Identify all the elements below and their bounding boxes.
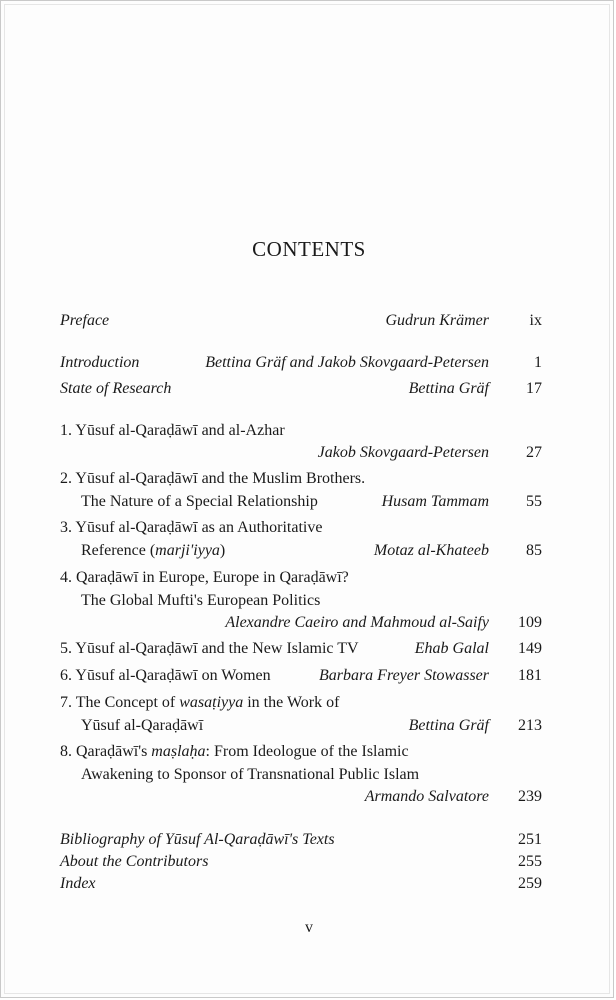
toc-page-number: 55 bbox=[526, 493, 542, 510]
toc-page-number: 149 bbox=[518, 640, 542, 657]
toc-chapter-title: 6. Yūsuf al-Qaraḍāwī on Women bbox=[60, 667, 271, 684]
title-italic-text: maṣlaḥa bbox=[151, 743, 206, 760]
toc-chapter-title bbox=[60, 692, 339, 714]
toc-back-title: About the Contributors bbox=[60, 853, 209, 870]
toc-page-number: 239 bbox=[518, 788, 542, 805]
toc-page-number: 1 bbox=[534, 354, 542, 371]
toc-page-number: 17 bbox=[526, 380, 542, 397]
toc-chapter-subtitle: Awakening to Sponsor of Transnational Public Islam bbox=[81, 766, 420, 783]
toc-chapter-author: Barbara Freyer Stowasser bbox=[318, 667, 489, 684]
toc-front-author: Bettina Gräf and Jakob Skovgaard-Petersen bbox=[205, 354, 489, 371]
title-italic-text: wasaṭiyya bbox=[179, 694, 244, 711]
toc-chapter-title: 3. Yūsuf al-Qaraḍāwī as an Authoritative bbox=[60, 519, 323, 536]
toc-front-title: Introduction bbox=[60, 354, 140, 371]
page-title: CONTENTS bbox=[252, 237, 366, 261]
toc-chapter-author: Armando Salvatore bbox=[364, 788, 489, 805]
toc-page-number: 255 bbox=[518, 853, 542, 870]
title-text: Reference ( bbox=[81, 542, 156, 559]
title-text: : From Ideologue of the Islamic bbox=[205, 743, 409, 760]
toc-chapter-author: Alexandre Caeiro and Mahmoud al-Saify bbox=[225, 614, 489, 631]
toc-chapter-title: 4. Qaraḍāwī in Europe, Europe in Qaraḍāwī? bbox=[60, 569, 349, 586]
toc-page-number: 27 bbox=[526, 444, 542, 461]
toc-page-number: 109 bbox=[518, 614, 542, 631]
toc-chapter-author: Bettina Gräf bbox=[408, 717, 489, 734]
toc-front-author: Bettina Gräf bbox=[408, 380, 489, 397]
toc-chapter-author: Jakob Skovgaard-Petersen bbox=[317, 444, 489, 461]
toc-front-title: State of Research bbox=[60, 380, 172, 397]
toc-page-number: 251 bbox=[518, 831, 542, 848]
toc-page-number: ix bbox=[529, 312, 542, 329]
title-italic-text: marji'iyya bbox=[155, 542, 220, 559]
toc-chapter-subtitle bbox=[81, 540, 225, 562]
page-folio: v bbox=[305, 919, 313, 936]
toc-chapter-author: Husam Tammam bbox=[381, 493, 489, 510]
toc-back-title: Bibliography of Yūsuf Al-Qaraḍāwī's Texts bbox=[60, 831, 335, 848]
toc-chapter-subtitle: The Global Mufti's European Politics bbox=[81, 592, 321, 609]
toc-page-number: 213 bbox=[518, 717, 542, 734]
toc-chapter-title: 5. Yūsuf al-Qaraḍāwī and the New Islamic TV bbox=[60, 640, 359, 657]
toc-chapter-subtitle: The Nature of a Special Relationship bbox=[81, 493, 318, 510]
toc-chapter-author: Motaz al-Khateeb bbox=[373, 542, 489, 559]
title-text: ) bbox=[219, 542, 226, 559]
toc-front-author: Gudrun Krämer bbox=[385, 312, 489, 329]
toc-page-number: 181 bbox=[518, 667, 542, 684]
toc-page-number: 259 bbox=[518, 875, 542, 892]
toc-chapter-subtitle: Yūsuf al-Qaraḍāwī bbox=[81, 717, 204, 734]
title-text: 7. The Concept of bbox=[60, 694, 180, 711]
toc-chapter-title: 2. Yūsuf al-Qaraḍāwī and the Muslim Brothers. bbox=[60, 470, 366, 487]
toc-page-number: 85 bbox=[526, 542, 542, 559]
toc-chapter-title bbox=[60, 741, 409, 763]
toc-front-title: Preface bbox=[60, 312, 110, 329]
toc-chapter-title: 1. Yūsuf al-Qaraḍāwī and al-Azhar bbox=[60, 422, 285, 439]
title-text: in the Work of bbox=[243, 694, 340, 711]
toc-chapter-author: Ehab Galal bbox=[414, 640, 489, 657]
toc-back-title: Index bbox=[60, 875, 96, 892]
title-text: 8. Qaraḍāwī's bbox=[60, 743, 152, 760]
